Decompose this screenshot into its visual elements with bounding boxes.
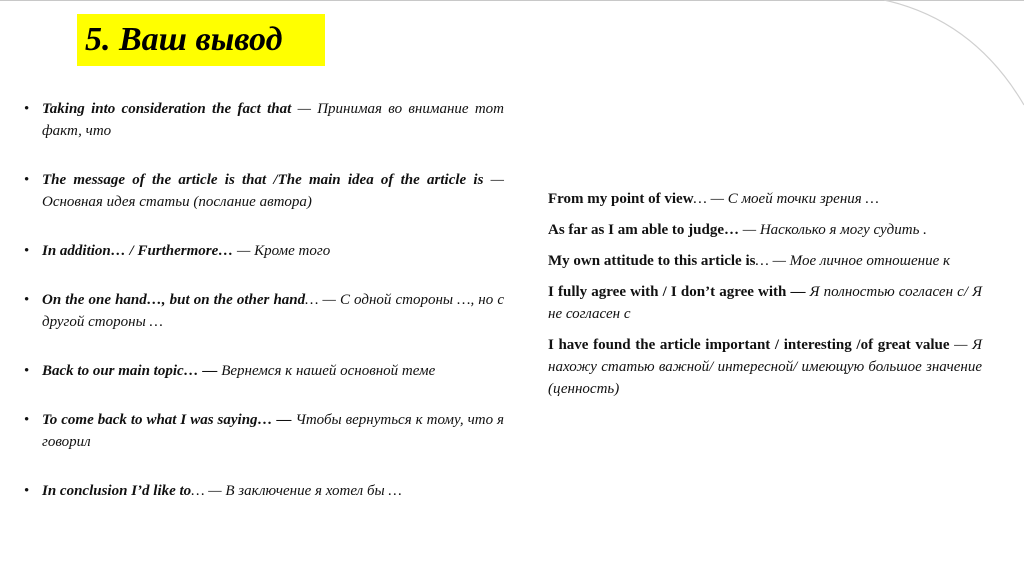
list-item [24,480,504,502]
bullet-icon: • [24,292,30,308]
phrase-russian: Чтобы вернуться к тому, что я говорил [42,412,505,450]
bullet-icon: • [24,101,30,117]
decorative-corner-curve [884,0,1024,110]
list-item [548,281,982,325]
list-item [24,240,504,262]
phrase-russian: … — В заключение я хотел бы … [191,483,402,499]
top-divider [0,0,1024,1]
phrase-russian: — Насколько я могу судить . [738,222,927,238]
list-item [548,334,982,400]
phrase-english: Taking into consideration the fact that [42,101,292,117]
phrase-english: I have found the article important / interesting /of great value [548,337,950,353]
title-highlight [77,14,325,66]
bullet-icon: • [24,412,30,428]
phrase-english: Back to our main topic… — [42,363,218,379]
list-item [24,289,504,333]
phrase-russian: — Основная идея статьи (послание автора) [42,172,504,210]
phrase-english: My own attitude to this article is [548,253,756,269]
phrase-english: The message of the article is that /The main idea of the article is [42,172,484,188]
left-phrase-list [24,98,504,502]
phrase-russian: — Принимая во внимание тот факт, что [42,101,504,139]
right-phrase-list [548,188,982,400]
phrase-russian: Вернемся к нашей основной теме [217,363,436,379]
list-item [548,250,982,272]
phrase-english: In addition… / Furthermore… [42,243,234,259]
bullet-icon: • [24,363,30,379]
phrase-english: As far as I am able to judge… [548,222,739,238]
phrase-russian: … — С моей точки зрения … [693,191,879,207]
list-item [24,409,504,453]
phrase-english: I fully agree with / I don’t agree with — [548,284,806,300]
phrase-english: From my point of view [548,191,694,207]
list-item [24,169,504,213]
bullet-icon: • [24,172,30,188]
phrase-russian: Я полностью согласен с/ Я не согласен с [548,284,982,322]
phrase-english: On the one hand…, but on the other hand [42,292,306,308]
list-item [24,360,504,382]
phrase-russian: — Кроме того [233,243,331,259]
phrase-english: To come back to what I was saying… — [42,412,292,428]
bullet-icon: • [24,243,30,259]
phrase-english: In conclusion I’d like to [42,483,192,499]
phrase-russian: … — Мое личное отношение к [755,253,951,269]
slide-title: 5. Ваш вывод [85,21,283,58]
list-item [548,219,982,241]
list-item [548,188,982,210]
phrase-russian: … — С одной стороны …, но с другой стороны … [42,292,504,330]
phrase-russian: — Я нахожу статью важной/ интересной/ имеющую большое значение (ценность) [548,337,982,397]
list-item [24,98,504,142]
bullet-icon: • [24,483,30,499]
